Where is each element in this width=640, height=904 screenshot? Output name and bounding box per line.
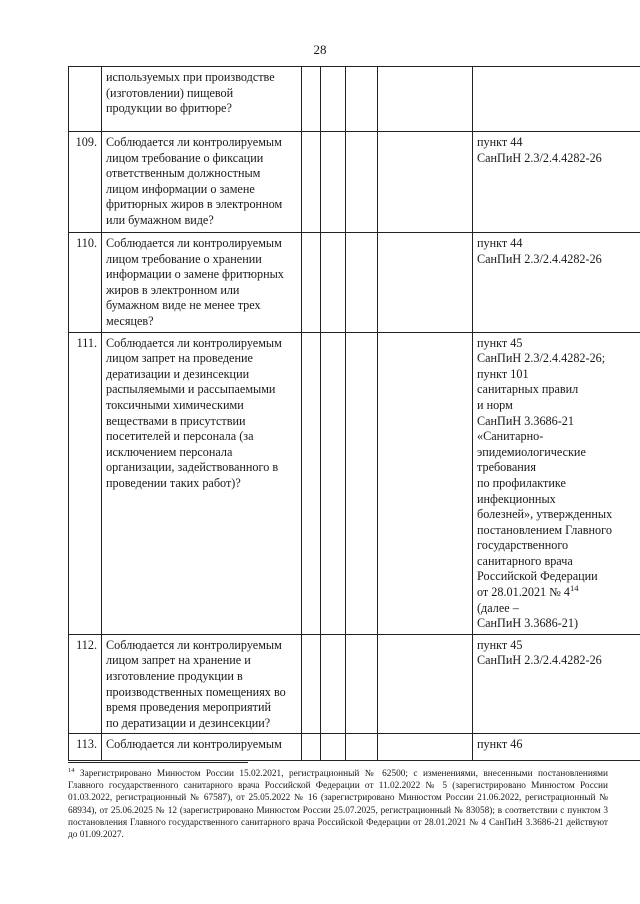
requirement-question: Соблюдается ли контролируемым лицом запрет на хранение и изготовление продукции в производственных помещениях во время проведения мероприятий по дератизации и дезинсекции?: [102, 634, 302, 734]
table-row: [69, 67, 640, 132]
requirement-question: используемых при производстве (изготовлении) пищевой продукции во фритюре?: [102, 67, 302, 132]
row-number: 112.: [69, 634, 102, 734]
table-row: [69, 332, 640, 634]
row-number: 110.: [69, 233, 102, 333]
row-number: 113.: [69, 734, 102, 761]
requirement-question: Соблюдается ли контролируемым лицом требование о фиксации ответственным должностным лицом информации о замене фритюрных жиров в электронном или бумажном виде?: [102, 132, 302, 233]
table-row: [69, 734, 640, 761]
footnote: [68, 768, 608, 841]
table-row: [69, 132, 640, 233]
legal-reference-text: пункт 45 СанПиН 2.3/2.4.4282-26; пункт 101 санитарных правил и норм СанПиН 3.3686-21 «Санитарно- эпидемиологические требования по профилактике инфекционных болезней», утвержденных постановлением Главного государственного санитарного врача Российской Федерации от 28.01.2021 № 4: [477, 335, 613, 600]
footnote-marker: 14: [68, 766, 75, 774]
row-number: 109.: [69, 132, 102, 233]
legal-reference: пункт 44 СанПиН 2.3/2.4.4282-26: [473, 233, 640, 333]
table-row: [69, 634, 640, 734]
requirement-question: Соблюдается ли контролируемым лицом запрет на проведение дератизации и дезинсекции распыляемыми и рассыпаемыми токсичными химическими веществами в присутствии посетителей и персонала (за исключением персонала организации, задействованного в проведении таких работ)?: [102, 332, 302, 634]
checklist-table: [68, 66, 640, 761]
legal-reference: [473, 67, 640, 132]
page-number: 28: [313, 42, 327, 57]
footnote-marker: 14: [569, 583, 579, 593]
row-number: 111.: [69, 332, 102, 634]
legal-reference: пункт 46: [473, 734, 640, 761]
legal-reference: [473, 332, 640, 634]
legal-reference: пункт 44 СанПиН 2.3/2.4.4282-26: [473, 132, 640, 233]
footnote-divider: [68, 762, 248, 763]
row-number: [69, 67, 102, 132]
table-row: [69, 233, 640, 333]
footnote-text: Зарегистрировано Минюстом России 15.02.2021, регистрационный № 62500; с изменениями, внесенными постановлениями Главного государственного санитарного врача Российской Федерации от 11.02.2022 № 5 (зарегистрировано Минюстом России 01.03.2022, регистрационный № 67587), от 25.05.2022 № 16 (зарегистрировано Минюстом России 21.06.2022, регистрационный № 68934), от 25.06.2025 № 12 (зарегистрировано Минюстом России 25.07.2025, регистрационный № 83058); в соответствии с пунктом 3 постановления Главного государственного санитарного врача Российской Федерации от 28.01.2021 № 4 СанПиН 3.3686-21 действуют до 01.09.2027.: [68, 769, 608, 841]
legal-reference: пункт 45 СанПиН 2.3/2.4.4282-26: [473, 634, 640, 734]
requirement-question: Соблюдается ли контролируемым лицом требование о хранении информации о замене фритюрных жиров в электронном или бумажном виде не менее трех месяцев?: [102, 233, 302, 333]
requirement-question: Соблюдается ли контролируемым: [102, 734, 302, 761]
legal-reference-tail: (далее – СанПиН 3.3686-21): [477, 600, 579, 631]
